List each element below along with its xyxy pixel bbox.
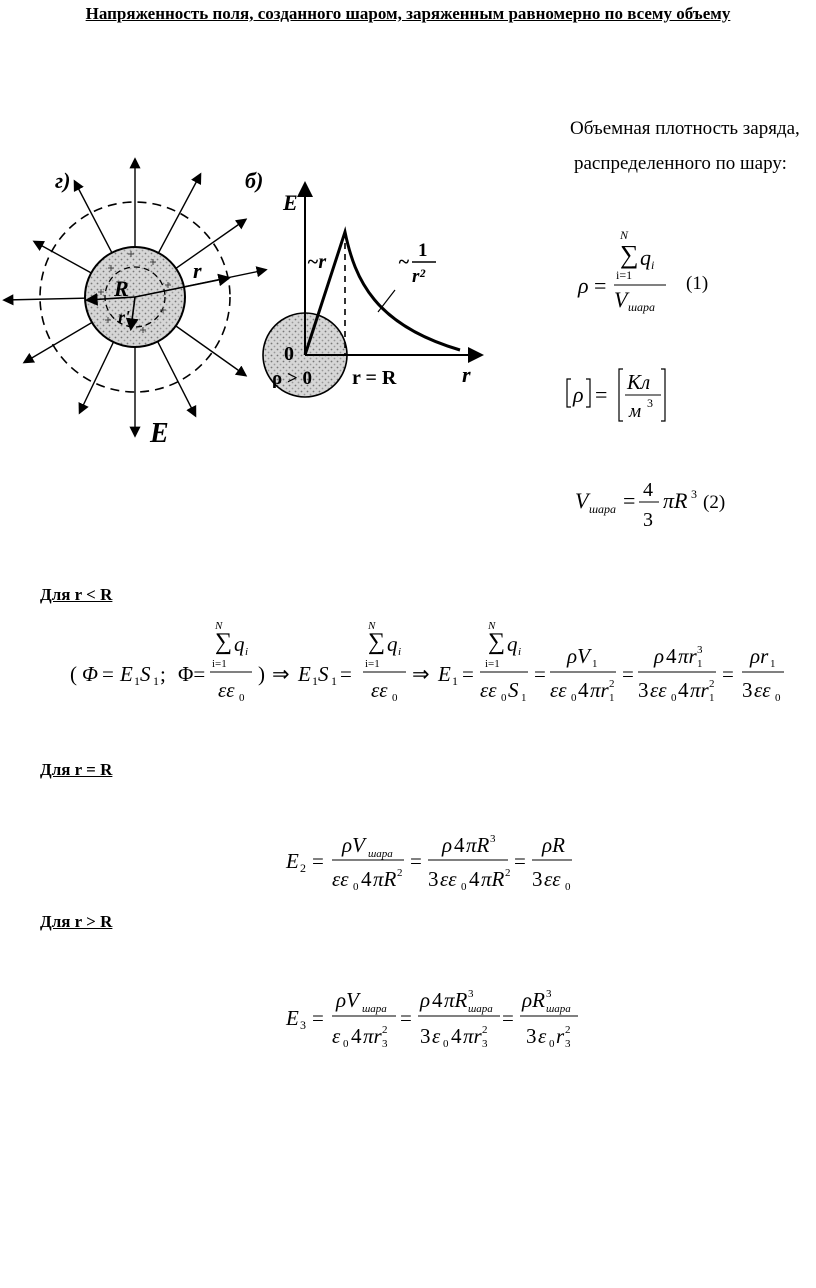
svg-text:0: 0 <box>671 692 677 704</box>
svg-text:ρ: ρ <box>573 382 584 407</box>
svg-text:3: 3 <box>468 988 474 1000</box>
page-title: Напряженность поля, созданного шаром, заряженным равномерно по всему объему <box>85 4 731 23</box>
v-sub-1: шара <box>628 300 656 314</box>
svg-text:εε: εε <box>544 867 561 891</box>
graph-E-label: E <box>283 190 298 215</box>
graph-origin-label: 0 <box>284 343 294 365</box>
svg-text:0: 0 <box>392 692 398 704</box>
svg-text:=: = <box>622 662 634 686</box>
svg-text:S: S <box>508 678 519 702</box>
vol-den: 3 <box>643 509 653 531</box>
svg-text:1: 1 <box>592 658 598 670</box>
svg-text:i: i <box>518 646 522 658</box>
svg-text:=: = <box>312 1006 324 1030</box>
svg-text:3: 3 <box>526 1024 537 1048</box>
svg-text:2: 2 <box>382 1024 388 1036</box>
svg-text:): ) <box>258 662 265 686</box>
svg-text:3: 3 <box>565 1038 571 1050</box>
svg-text:3: 3 <box>638 678 649 702</box>
svg-text:ρr: ρr <box>750 644 769 668</box>
svg-text:1: 1 <box>134 674 140 688</box>
svg-text:r: r <box>556 1024 565 1048</box>
distance-label: r <box>193 258 202 283</box>
svg-text:2: 2 <box>565 1024 571 1036</box>
sphere-field-figure <box>0 150 500 450</box>
svg-text:=: = <box>514 849 526 873</box>
svg-text:=: = <box>340 662 352 686</box>
svg-text:i: i <box>651 258 655 272</box>
svg-text:1: 1 <box>312 674 318 688</box>
svg-text:ε: ε <box>432 1024 441 1048</box>
vol-num: 4 <box>643 479 653 501</box>
svg-text:3: 3 <box>697 644 703 656</box>
svg-text:ρV: ρV <box>342 833 365 857</box>
svg-text:4: 4 <box>678 678 689 702</box>
svg-text:εε: εε <box>550 678 567 702</box>
svg-text:εε: εε <box>218 678 235 702</box>
svg-text:3: 3 <box>482 1038 488 1050</box>
linear-region-label: ~r <box>307 251 327 273</box>
svg-text:⇒: ⇒ <box>272 662 290 686</box>
svg-text:=: = <box>534 662 546 686</box>
svg-text:i=1: i=1 <box>365 658 380 670</box>
svg-text:0: 0 <box>353 881 359 893</box>
svg-text:εε: εε <box>332 867 349 891</box>
graph-r-label: r <box>462 362 471 387</box>
svg-text:ρR: ρR <box>542 833 565 857</box>
unit-exp: 3 <box>647 396 653 410</box>
eq2-number: (2) <box>703 492 726 513</box>
sum-bottom: i=1 <box>616 268 633 282</box>
svg-text:3: 3 <box>742 678 753 702</box>
svg-text:=: = <box>462 662 474 686</box>
svg-text:E: E <box>298 662 311 686</box>
svg-text:1: 1 <box>709 692 715 704</box>
svg-text:∑: ∑ <box>368 629 386 655</box>
svg-text:E: E <box>438 662 451 686</box>
svg-text:=: = <box>594 273 607 298</box>
svg-text:ε: ε <box>332 1024 341 1048</box>
svg-text:0: 0 <box>443 1038 449 1050</box>
svg-text:1: 1 <box>452 674 458 688</box>
svg-text:=: = <box>410 849 422 873</box>
svg-text:εε: εε <box>440 867 457 891</box>
sphere-radius-label: R <box>114 276 129 301</box>
svg-text:4: 4 <box>666 644 677 668</box>
svg-text:εε: εε <box>371 678 388 702</box>
section-r-greater-R: Для r > R <box>40 912 113 931</box>
volume-formula <box>565 470 765 540</box>
svg-text:E: E <box>286 849 299 873</box>
svg-text:q: q <box>507 632 518 656</box>
svg-text:0: 0 <box>343 1038 349 1050</box>
svg-text:1: 1 <box>521 692 527 704</box>
svg-text:3: 3 <box>532 867 543 891</box>
svg-text:V: V <box>614 287 628 312</box>
svg-text:4: 4 <box>361 867 372 891</box>
svg-text:4: 4 <box>451 1024 462 1048</box>
svg-text:Φ: Φ <box>82 662 98 686</box>
svg-text:i: i <box>398 646 402 658</box>
svg-text:;: ; <box>160 662 166 686</box>
eq1-number: (1) <box>686 273 709 294</box>
svg-text:q: q <box>234 632 245 656</box>
field-inside-formula <box>60 615 800 715</box>
svg-text:2: 2 <box>397 867 403 879</box>
svg-text:πR: πR <box>466 833 490 857</box>
density-text-line1: Объемная плотность заряда, <box>570 118 800 139</box>
svg-text:1: 1 <box>697 658 703 670</box>
svg-text:2: 2 <box>505 867 511 879</box>
svg-text:ρR: ρR <box>522 988 545 1012</box>
inner-distance-label: r' <box>118 307 131 327</box>
unit-formula <box>565 365 705 425</box>
svg-text:3: 3 <box>546 988 552 1000</box>
svg-text:πR: πR <box>373 867 397 891</box>
unit-den: м <box>629 401 642 422</box>
field-surface-formula <box>280 830 600 900</box>
svg-text:N: N <box>488 620 496 632</box>
svg-text:πR: πR <box>663 488 688 513</box>
svg-text:πr: πr <box>363 1024 382 1048</box>
svg-text:0: 0 <box>571 692 577 704</box>
svg-text:3: 3 <box>691 487 697 501</box>
svg-text:0: 0 <box>239 692 245 704</box>
svg-text:∑: ∑ <box>488 629 506 655</box>
inverse-den: r² <box>412 266 426 287</box>
svg-text:πR: πR <box>481 867 505 891</box>
svg-text:1: 1 <box>770 658 776 670</box>
svg-text:(: ( <box>70 662 77 686</box>
svg-text:4: 4 <box>351 1024 362 1048</box>
figure-label-b: б) <box>245 168 264 193</box>
svg-text:i=1: i=1 <box>212 658 227 670</box>
v-sub-5: шара <box>468 1003 493 1015</box>
svg-text:⇒: ⇒ <box>412 662 430 686</box>
svg-text:0: 0 <box>565 881 571 893</box>
v-sub-4: шара <box>362 1003 387 1015</box>
inverse-num: 1 <box>418 240 428 261</box>
section-r-less-R: Для r < R <box>40 585 113 604</box>
svg-text:4: 4 <box>469 867 480 891</box>
v-sub-2: шара <box>589 502 617 516</box>
svg-text:∑: ∑ <box>620 240 639 269</box>
svg-text:3: 3 <box>382 1038 388 1050</box>
svg-text:S: S <box>140 662 151 686</box>
svg-text:V: V <box>575 488 589 513</box>
svg-text:2: 2 <box>300 861 306 875</box>
svg-text:E: E <box>286 1006 299 1030</box>
svg-text:0: 0 <box>775 692 781 704</box>
svg-text:3: 3 <box>490 833 496 845</box>
svg-text:0: 0 <box>549 1038 555 1050</box>
svg-text:1: 1 <box>153 674 159 688</box>
svg-text:1: 1 <box>331 674 337 688</box>
svg-text:πr: πr <box>590 678 609 702</box>
svg-text:E: E <box>120 662 133 686</box>
inverse-tilde: ~ <box>398 251 410 273</box>
svg-text:2: 2 <box>709 678 715 690</box>
unit-num: Кл <box>627 370 651 394</box>
svg-text:4: 4 <box>432 988 443 1012</box>
svg-text:=: = <box>623 488 636 513</box>
svg-text:πR: πR <box>444 988 468 1012</box>
svg-text:Φ=: Φ= <box>178 662 206 686</box>
svg-text:∑: ∑ <box>215 629 233 655</box>
svg-text:2: 2 <box>482 1024 488 1036</box>
svg-text:i=1: i=1 <box>485 658 500 670</box>
svg-text:ρ: ρ <box>442 833 453 857</box>
figure-label-g: г) <box>55 168 71 193</box>
svg-text:εε: εε <box>650 678 667 702</box>
svg-text:i: i <box>245 646 249 658</box>
svg-text:=: = <box>102 662 114 686</box>
density-text-line2: распределенного по шару: <box>574 153 787 174</box>
svg-text:3: 3 <box>428 867 439 891</box>
field-E-label: E <box>150 418 169 449</box>
svg-text:εε: εε <box>754 678 771 702</box>
sum-top: N <box>620 228 629 242</box>
v-sub-6: шара <box>546 1003 571 1015</box>
svg-text:0: 0 <box>501 692 507 704</box>
svg-text:=: = <box>722 662 734 686</box>
svg-text:ρ: ρ <box>654 644 665 668</box>
svg-text:S: S <box>318 662 329 686</box>
svg-text:ρ: ρ <box>420 988 431 1012</box>
svg-text:4: 4 <box>578 678 589 702</box>
svg-text:=: = <box>502 1006 514 1030</box>
svg-text:=: = <box>400 1006 412 1030</box>
svg-text:4: 4 <box>454 833 465 857</box>
svg-text:2: 2 <box>609 678 615 690</box>
svg-text:N: N <box>368 620 376 632</box>
svg-text:εε: εε <box>480 678 497 702</box>
graph-rR-label: r = R <box>352 367 397 389</box>
section-r-equals-R: Для r = R <box>40 760 113 779</box>
svg-text:3: 3 <box>420 1024 431 1048</box>
graph-rho-label: ρ > 0 <box>272 368 312 389</box>
svg-text:πr: πr <box>690 678 709 702</box>
svg-text:3: 3 <box>300 1018 306 1032</box>
svg-text:ρV: ρV <box>336 988 359 1012</box>
svg-text:πr: πr <box>678 644 697 668</box>
svg-text:=: = <box>312 849 324 873</box>
density-formula <box>570 225 810 325</box>
svg-text:ρ: ρ <box>578 273 589 298</box>
svg-text:0: 0 <box>461 881 467 893</box>
svg-text:1: 1 <box>609 692 615 704</box>
svg-text:ε: ε <box>538 1024 547 1048</box>
svg-text:πr: πr <box>463 1024 482 1048</box>
v-sub-3: шара <box>368 848 393 860</box>
svg-text:ρV: ρV <box>567 644 590 668</box>
svg-text:q: q <box>640 245 651 270</box>
svg-text:N: N <box>215 620 223 632</box>
svg-text:q: q <box>387 632 398 656</box>
field-outside-formula <box>280 985 600 1057</box>
svg-text:=: = <box>595 382 608 407</box>
